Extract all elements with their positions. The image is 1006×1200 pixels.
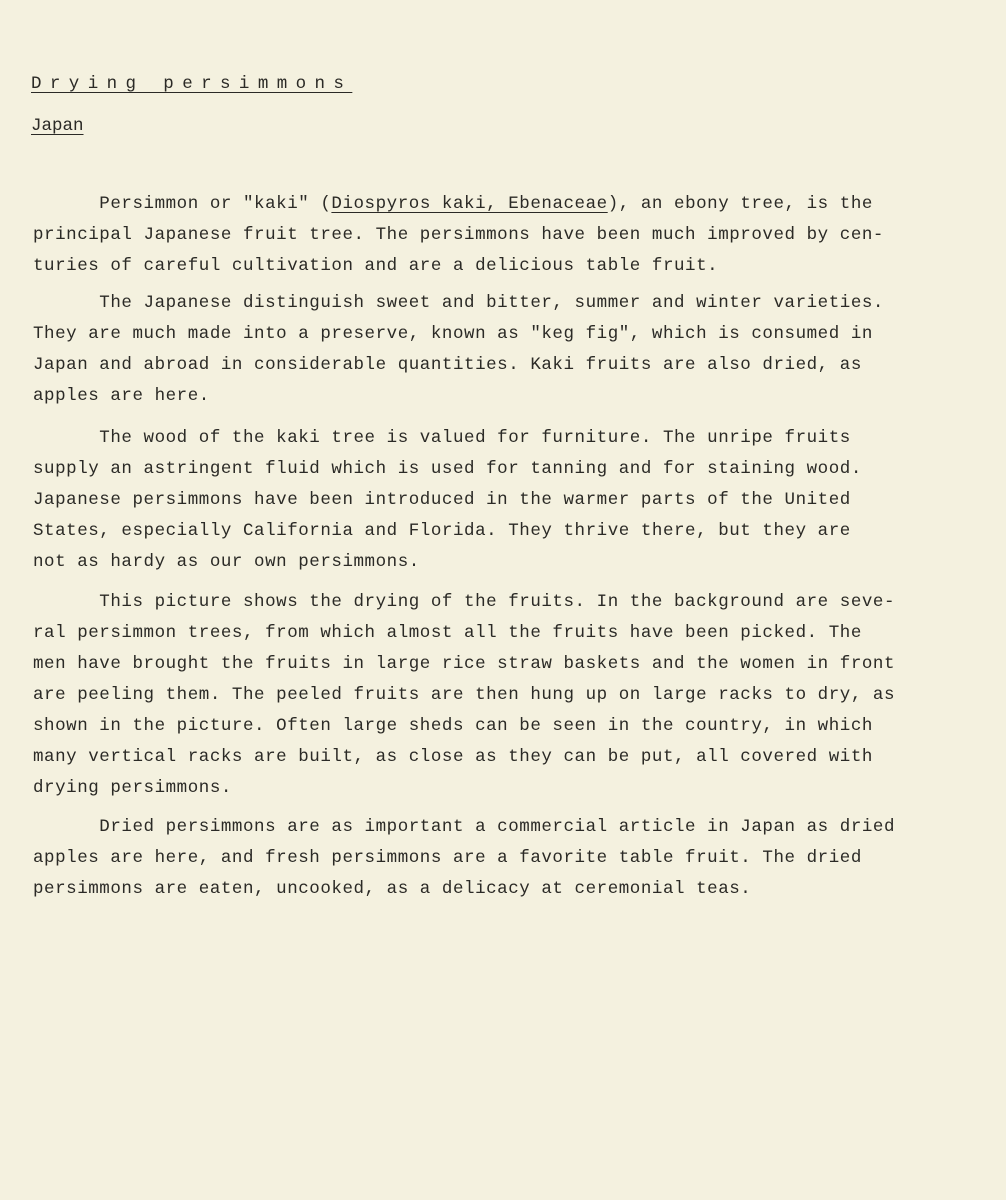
scientific-name: Diospyros kaki, Ebenaceae — [331, 194, 608, 214]
text-line — [33, 189, 1005, 220]
paragraph-dried-persimmons — [33, 812, 1005, 905]
text-line: not as hardy as our own persimmons. — [33, 552, 420, 572]
text-line: drying persimmons. — [33, 778, 232, 798]
paragraph-wood-uses — [33, 423, 1005, 578]
paragraph-picture-description — [33, 587, 1005, 804]
text-line: The wood of the kaki tree is valued for furniture. The unripe fruits — [33, 428, 851, 448]
text-segment: Persimmon or "kaki" ( — [33, 194, 332, 214]
paragraph-persimmon-intro — [33, 189, 1005, 282]
text-line: supply an astringent fluid which is used for tanning and for staining wood. — [33, 459, 862, 479]
text-line: They are much made into a preserve, known as "keg fig", which is consumed in — [33, 324, 873, 344]
text-line: apples are here. — [33, 386, 210, 406]
text-line: This picture shows the drying of the fruits. In the background are seve- — [33, 592, 896, 612]
text-line: apples are here, and fresh persimmons are a favorite table fruit. The dried — [33, 848, 862, 868]
text-line: shown in the picture. Often large sheds can be seen in the country, in which — [33, 716, 873, 736]
text-line: principal Japanese fruit tree. The persimmons have been much improved by cen- — [33, 225, 884, 245]
page-title: Drying persimmons — [31, 74, 353, 94]
text-line: are peeling them. The peeled fruits are then hung up on large racks to dry, as — [33, 685, 896, 705]
text-line: Japanese persimmons have been introduced in the warmer parts of the United — [33, 490, 851, 510]
text-line: turies of careful cultivation and are a delicious table fruit. — [33, 256, 719, 276]
text-segment: ), an ebony tree, is the — [607, 194, 873, 214]
paragraph-varieties — [33, 288, 1005, 412]
text-line: men have brought the fruits in large rice straw baskets and the women in front — [33, 654, 896, 674]
text-line: persimmons are eaten, uncooked, as a delicacy at ceremonial teas. — [33, 879, 752, 899]
text-line: The Japanese distinguish sweet and bitter, summer and winter varieties. — [33, 293, 884, 313]
text-line: many vertical racks are built, as close as they can be put, all covered with — [33, 747, 873, 767]
text-line: Dried persimmons are as important a commercial article in Japan as dried — [33, 817, 896, 837]
text-line: ral persimmon trees, from which almost all the fruits have been picked. The — [33, 623, 862, 643]
text-line: Japan and abroad in considerable quantities. Kaki fruits are also dried, as — [33, 355, 862, 375]
page-subtitle: Japan — [31, 116, 84, 136]
text-line: States, especially California and Florida. They thrive there, but they are — [33, 521, 851, 541]
